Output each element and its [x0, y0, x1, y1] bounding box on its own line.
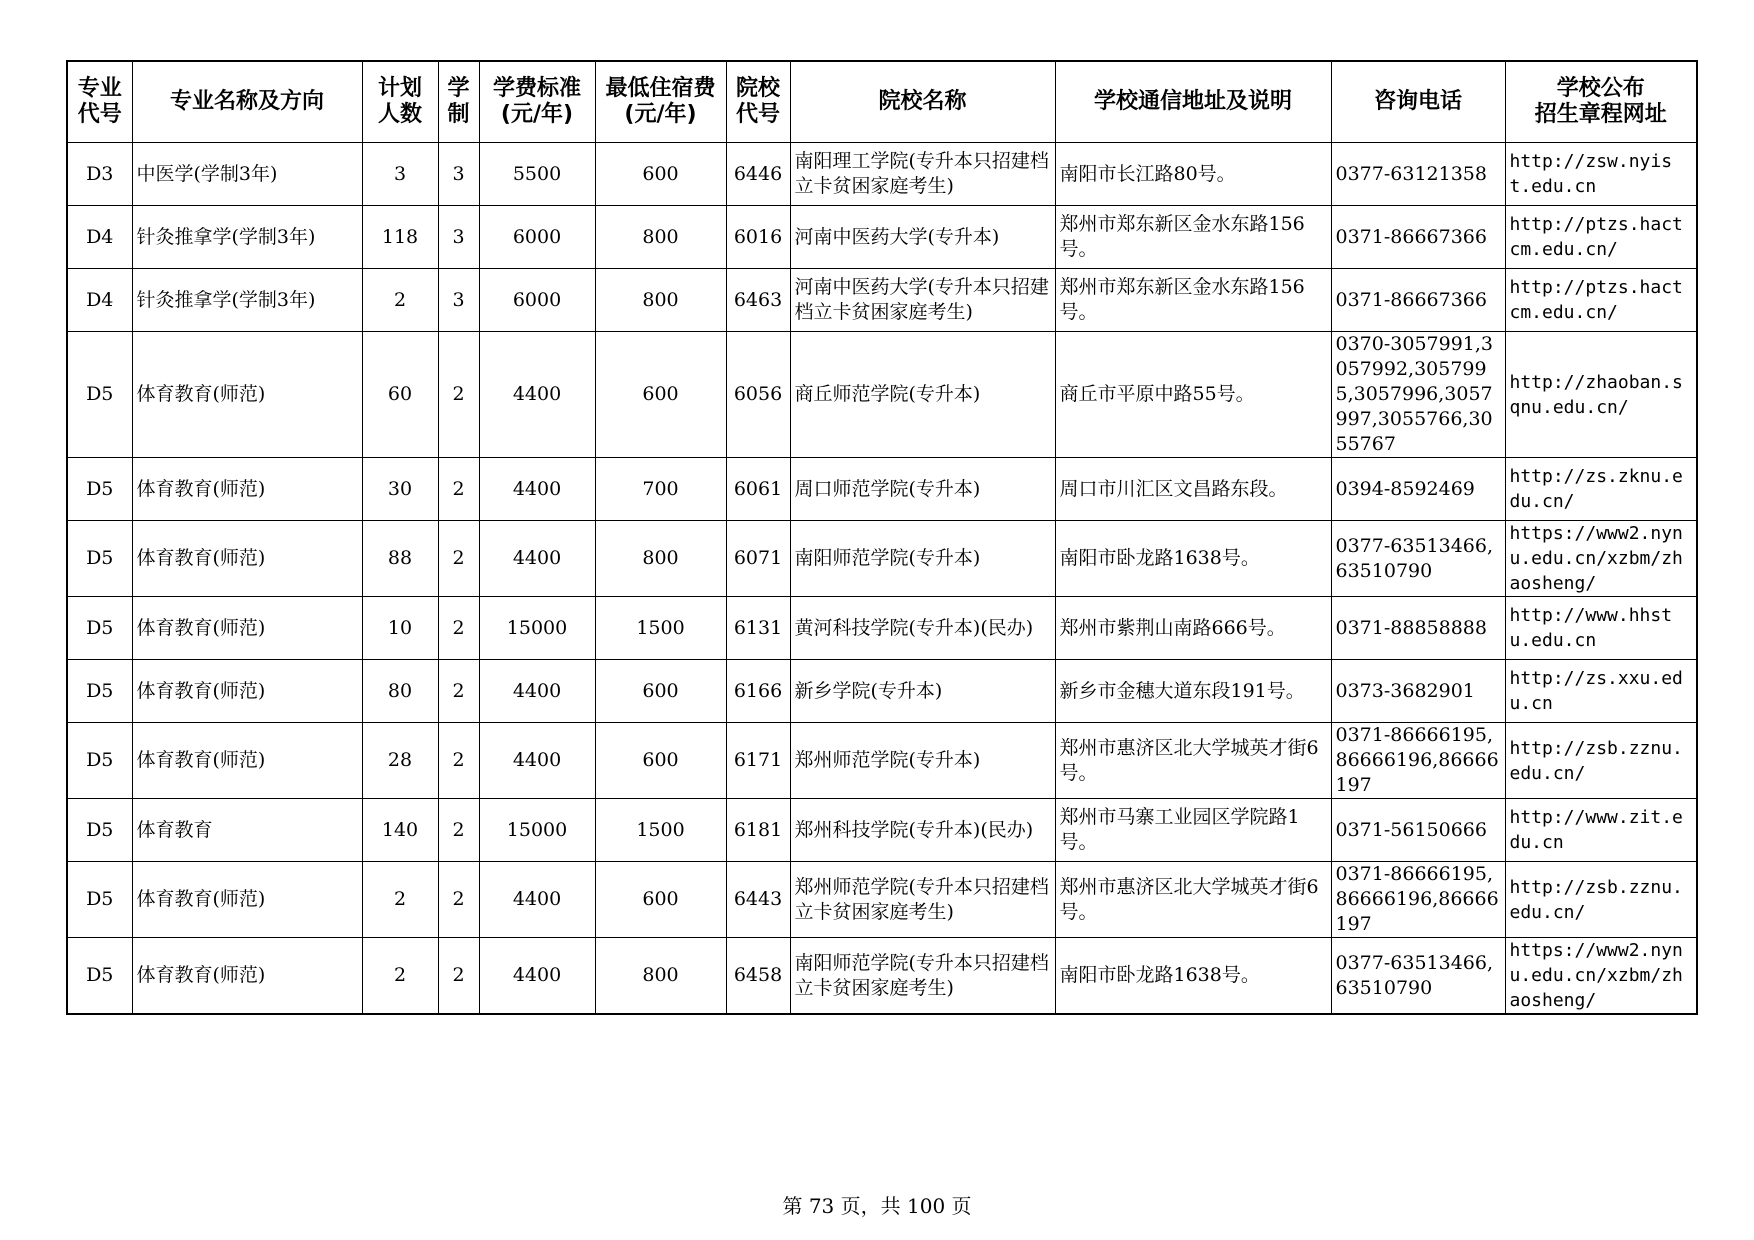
- cell-school-name: 河南中医药大学(专升本只招建档立卡贫困家庭考生): [790, 269, 1055, 332]
- cell-dorm-fee: 600: [595, 660, 726, 723]
- cell-tuition: 4400: [479, 723, 595, 799]
- cell-dorm-fee: 600: [595, 723, 726, 799]
- cell-school-code: 6446: [726, 143, 790, 206]
- cell-charter-url[interactable]: http://www.zit.edu.cn: [1505, 799, 1697, 862]
- header-phone: 咨询电话: [1331, 61, 1505, 143]
- table-row: [67, 332, 1697, 458]
- cell-address: 郑州市马寨工业园区学院路1号。: [1055, 799, 1331, 862]
- cell-phone: 0371-86667366: [1331, 206, 1505, 269]
- cell-school-code: 6061: [726, 458, 790, 521]
- header-dorm-fee: 最低住宿费 (元/年): [595, 61, 726, 143]
- cell-school-name: 郑州师范学院(专升本只招建档立卡贫困家庭考生): [790, 862, 1055, 938]
- cell-major-code: D5: [67, 799, 132, 862]
- cell-major-code: D3: [67, 143, 132, 206]
- cell-phone: 0377-63513466,63510790: [1331, 938, 1505, 1015]
- cell-study-years: 2: [438, 521, 479, 597]
- cell-dorm-fee: 600: [595, 332, 726, 458]
- table-row: [67, 799, 1697, 862]
- cell-study-years: 2: [438, 799, 479, 862]
- cell-tuition: 4400: [479, 862, 595, 938]
- cell-school-code: 6131: [726, 597, 790, 660]
- cell-charter-url[interactable]: http://zs.xxu.edu.cn: [1505, 660, 1697, 723]
- cell-phone: 0371-88858888: [1331, 597, 1505, 660]
- cell-school-code: 6458: [726, 938, 790, 1015]
- cell-phone: 0377-63121358: [1331, 143, 1505, 206]
- cell-plan-count: 88: [362, 521, 438, 597]
- cell-major-code: D5: [67, 862, 132, 938]
- cell-dorm-fee: 1500: [595, 597, 726, 660]
- cell-charter-url[interactable]: https://www2.nynu.edu.cn/xzbm/zhaosheng/: [1505, 938, 1697, 1015]
- cell-study-years: 3: [438, 269, 479, 332]
- enrollment-sheet: [66, 60, 1696, 1015]
- cell-plan-count: 118: [362, 206, 438, 269]
- cell-phone: 0373-3682901: [1331, 660, 1505, 723]
- header-major-name: 专业名称及方向: [132, 61, 362, 143]
- header-school-name: 院校名称: [790, 61, 1055, 143]
- cell-phone: 0371-56150666: [1331, 799, 1505, 862]
- cell-dorm-fee: 700: [595, 458, 726, 521]
- table-row: [67, 269, 1697, 332]
- cell-charter-url[interactable]: http://zsb.zznu.edu.cn/: [1505, 862, 1697, 938]
- table-row: [67, 660, 1697, 723]
- table-row: [67, 206, 1697, 269]
- cell-address: 郑州市紫荆山南路666号。: [1055, 597, 1331, 660]
- header-study-years: 学 制: [438, 61, 479, 143]
- cell-major-name: 针灸推拿学(学制3年): [132, 206, 362, 269]
- cell-address: 郑州市郑东新区金水东路156号。: [1055, 206, 1331, 269]
- cell-major-name: 中医学(学制3年): [132, 143, 362, 206]
- cell-study-years: 3: [438, 206, 479, 269]
- cell-plan-count: 28: [362, 723, 438, 799]
- table-row: [67, 938, 1697, 1015]
- cell-charter-url[interactable]: http://zsw.nyist.edu.cn: [1505, 143, 1697, 206]
- cell-dorm-fee: 1500: [595, 799, 726, 862]
- cell-school-name: 河南中医药大学(专升本): [790, 206, 1055, 269]
- cell-school-name: 黄河科技学院(专升本)(民办): [790, 597, 1055, 660]
- table-row: [67, 597, 1697, 660]
- table-header-row: [67, 61, 1697, 143]
- cell-major-code: D5: [67, 521, 132, 597]
- cell-school-code: 6443: [726, 862, 790, 938]
- cell-school-name: 南阳理工学院(专升本只招建档立卡贫困家庭考生): [790, 143, 1055, 206]
- cell-address: 南阳市长江路80号。: [1055, 143, 1331, 206]
- cell-charter-url[interactable]: http://ptzs.hactcm.edu.cn/: [1505, 206, 1697, 269]
- cell-phone: 0370-3057991,3057992,3057995,3057996,3057997,3055766,3055767: [1331, 332, 1505, 458]
- cell-charter-url[interactable]: http://www.hhstu.edu.cn: [1505, 597, 1697, 660]
- table-row: [67, 521, 1697, 597]
- cell-address: 新乡市金穗大道东段191号。: [1055, 660, 1331, 723]
- cell-major-code: D5: [67, 660, 132, 723]
- cell-address: 南阳市卧龙路1638号。: [1055, 521, 1331, 597]
- cell-school-name: 郑州科技学院(专升本)(民办): [790, 799, 1055, 862]
- cell-school-code: 6016: [726, 206, 790, 269]
- cell-major-name: 体育教育(师范): [132, 938, 362, 1015]
- cell-tuition: 6000: [479, 269, 595, 332]
- cell-school-name: 南阳师范学院(专升本): [790, 521, 1055, 597]
- cell-phone: 0371-86666195,86666196,86666197: [1331, 862, 1505, 938]
- cell-plan-count: 2: [362, 269, 438, 332]
- header-plan-count: 计划 人数: [362, 61, 438, 143]
- cell-study-years: 3: [438, 143, 479, 206]
- cell-tuition: 6000: [479, 206, 595, 269]
- cell-major-name: 体育教育(师范): [132, 660, 362, 723]
- cell-school-name: 郑州师范学院(专升本): [790, 723, 1055, 799]
- cell-school-code: 6463: [726, 269, 790, 332]
- table-row: [67, 723, 1697, 799]
- cell-school-code: 6056: [726, 332, 790, 458]
- cell-tuition: 4400: [479, 938, 595, 1015]
- cell-major-code: D4: [67, 206, 132, 269]
- cell-major-name: 体育教育(师范): [132, 597, 362, 660]
- cell-address: 郑州市惠济区北大学城英才街6号。: [1055, 862, 1331, 938]
- cell-school-code: 6181: [726, 799, 790, 862]
- cell-major-name: 体育教育(师范): [132, 862, 362, 938]
- cell-major-code: D5: [67, 938, 132, 1015]
- cell-tuition: 4400: [479, 332, 595, 458]
- cell-tuition: 4400: [479, 660, 595, 723]
- cell-major-name: 体育教育: [132, 799, 362, 862]
- cell-charter-url[interactable]: http://zhaoban.sqnu.edu.cn/: [1505, 332, 1697, 458]
- cell-tuition: 4400: [479, 521, 595, 597]
- cell-charter-url[interactable]: http://zs.zknu.edu.cn/: [1505, 458, 1697, 521]
- cell-phone: 0371-86666195,86666196,86666197: [1331, 723, 1505, 799]
- cell-school-code: 6171: [726, 723, 790, 799]
- cell-plan-count: 2: [362, 938, 438, 1015]
- cell-dorm-fee: 600: [595, 862, 726, 938]
- cell-study-years: 2: [438, 332, 479, 458]
- cell-tuition: 4400: [479, 458, 595, 521]
- cell-tuition: 15000: [479, 597, 595, 660]
- cell-dorm-fee: 800: [595, 206, 726, 269]
- cell-major-code: D5: [67, 597, 132, 660]
- cell-school-code: 6166: [726, 660, 790, 723]
- cell-school-code: 6071: [726, 521, 790, 597]
- cell-plan-count: 3: [362, 143, 438, 206]
- cell-study-years: 2: [438, 458, 479, 521]
- header-charter-url: 学校公布 招生章程网址: [1505, 61, 1697, 143]
- cell-school-name: 商丘师范学院(专升本): [790, 332, 1055, 458]
- cell-dorm-fee: 600: [595, 143, 726, 206]
- cell-study-years: 2: [438, 723, 479, 799]
- cell-major-code: D4: [67, 269, 132, 332]
- cell-plan-count: 10: [362, 597, 438, 660]
- enrollment-table: [66, 60, 1698, 1015]
- cell-charter-url[interactable]: http://zsb.zznu.edu.cn/: [1505, 723, 1697, 799]
- cell-major-code: D5: [67, 458, 132, 521]
- cell-major-name: 体育教育(师范): [132, 458, 362, 521]
- cell-major-name: 针灸推拿学(学制3年): [132, 269, 362, 332]
- cell-phone: 0377-63513466,63510790: [1331, 521, 1505, 597]
- header-major-code: 专业 代号: [67, 61, 132, 143]
- cell-school-name: 新乡学院(专升本): [790, 660, 1055, 723]
- cell-charter-url[interactable]: https://www2.nynu.edu.cn/xzbm/zhaosheng/: [1505, 521, 1697, 597]
- cell-dorm-fee: 800: [595, 938, 726, 1015]
- header-school-code: 院校 代号: [726, 61, 790, 143]
- cell-address: 周口市川汇区文昌路东段。: [1055, 458, 1331, 521]
- cell-plan-count: 80: [362, 660, 438, 723]
- cell-charter-url[interactable]: http://ptzs.hactcm.edu.cn/: [1505, 269, 1697, 332]
- cell-study-years: 2: [438, 597, 479, 660]
- cell-plan-count: 60: [362, 332, 438, 458]
- cell-study-years: 2: [438, 862, 479, 938]
- page-footer: 第 73 页，共 100 页: [782, 1194, 972, 1218]
- cell-phone: 0394-8592469: [1331, 458, 1505, 521]
- cell-major-name: 体育教育(师范): [132, 332, 362, 458]
- cell-school-name: 南阳师范学院(专升本只招建档立卡贫困家庭考生): [790, 938, 1055, 1015]
- cell-address: 郑州市惠济区北大学城英才街6号。: [1055, 723, 1331, 799]
- cell-study-years: 2: [438, 938, 479, 1015]
- cell-tuition: 15000: [479, 799, 595, 862]
- table-row: [67, 143, 1697, 206]
- cell-plan-count: 140: [362, 799, 438, 862]
- cell-study-years: 2: [438, 660, 479, 723]
- cell-major-code: D5: [67, 723, 132, 799]
- cell-address: 南阳市卧龙路1638号。: [1055, 938, 1331, 1015]
- cell-phone: 0371-86667366: [1331, 269, 1505, 332]
- cell-plan-count: 30: [362, 458, 438, 521]
- cell-major-name: 体育教育(师范): [132, 521, 362, 597]
- cell-address: 郑州市郑东新区金水东路156号。: [1055, 269, 1331, 332]
- cell-tuition: 5500: [479, 143, 595, 206]
- cell-major-name: 体育教育(师范): [132, 723, 362, 799]
- cell-address: 商丘市平原中路55号。: [1055, 332, 1331, 458]
- header-tuition: 学费标准 (元/年): [479, 61, 595, 143]
- cell-school-name: 周口师范学院(专升本): [790, 458, 1055, 521]
- table-body: [67, 143, 1697, 1015]
- cell-dorm-fee: 800: [595, 521, 726, 597]
- header-address: 学校通信地址及说明: [1055, 61, 1331, 143]
- table-row: [67, 458, 1697, 521]
- table-row: [67, 862, 1697, 938]
- cell-plan-count: 2: [362, 862, 438, 938]
- cell-dorm-fee: 800: [595, 269, 726, 332]
- cell-major-code: D5: [67, 332, 132, 458]
